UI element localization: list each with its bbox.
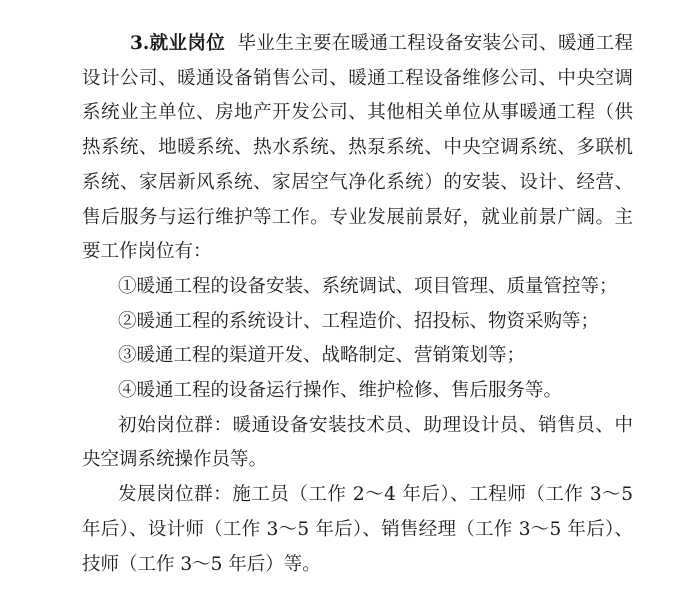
initial-position-group: 初始岗位群：暖通设备安装技术员、助理设计员、销售员、中央空调系统操作员等。 xyxy=(82,414,633,471)
position-item-4: ④暖通工程的设备运行操作、维护检修、售后服务等。 xyxy=(118,380,563,402)
position-item-3: ③暖通工程的渠道开发、战略制定、营销策划等； xyxy=(118,345,526,367)
intro-text: 毕业生主要在暖通工程设备安装公司、暖通工程设计公司、暖通设备销售公司、暖通工程设备维修公司、中央空调系统业主单位、房地产开发公司、其他相关单位从事暖通工程（供热系统、地暖系统、热水系统、热泵系统、中央空调系统、多联机系统、家居新风系统、家居空气净化系统）的安装、设计、经营、售后服务与运行维护等工作。专业发展前景好，就业前景广阔。主要工作岗位有： xyxy=(82,33,633,263)
position-item-1: ①暖通工程的设备安装、系统调试、项目管理、质量管控等； xyxy=(118,275,618,297)
employment-intro-paragraph xyxy=(82,27,633,270)
development-position-group: 发展岗位群：施工员（工作 2～4 年后）、工程师（工作 3～5 年后）、设计师（工作 3～5 年后）、销售经理（工作 3～5 年后）、技师（工作 3～5 年后）等。 xyxy=(82,484,633,575)
position-item-2: ②暖通工程的系统设计、工程造价、招投标、物资采购等； xyxy=(118,310,600,332)
section-heading: 3.就业岗位 xyxy=(130,33,226,54)
